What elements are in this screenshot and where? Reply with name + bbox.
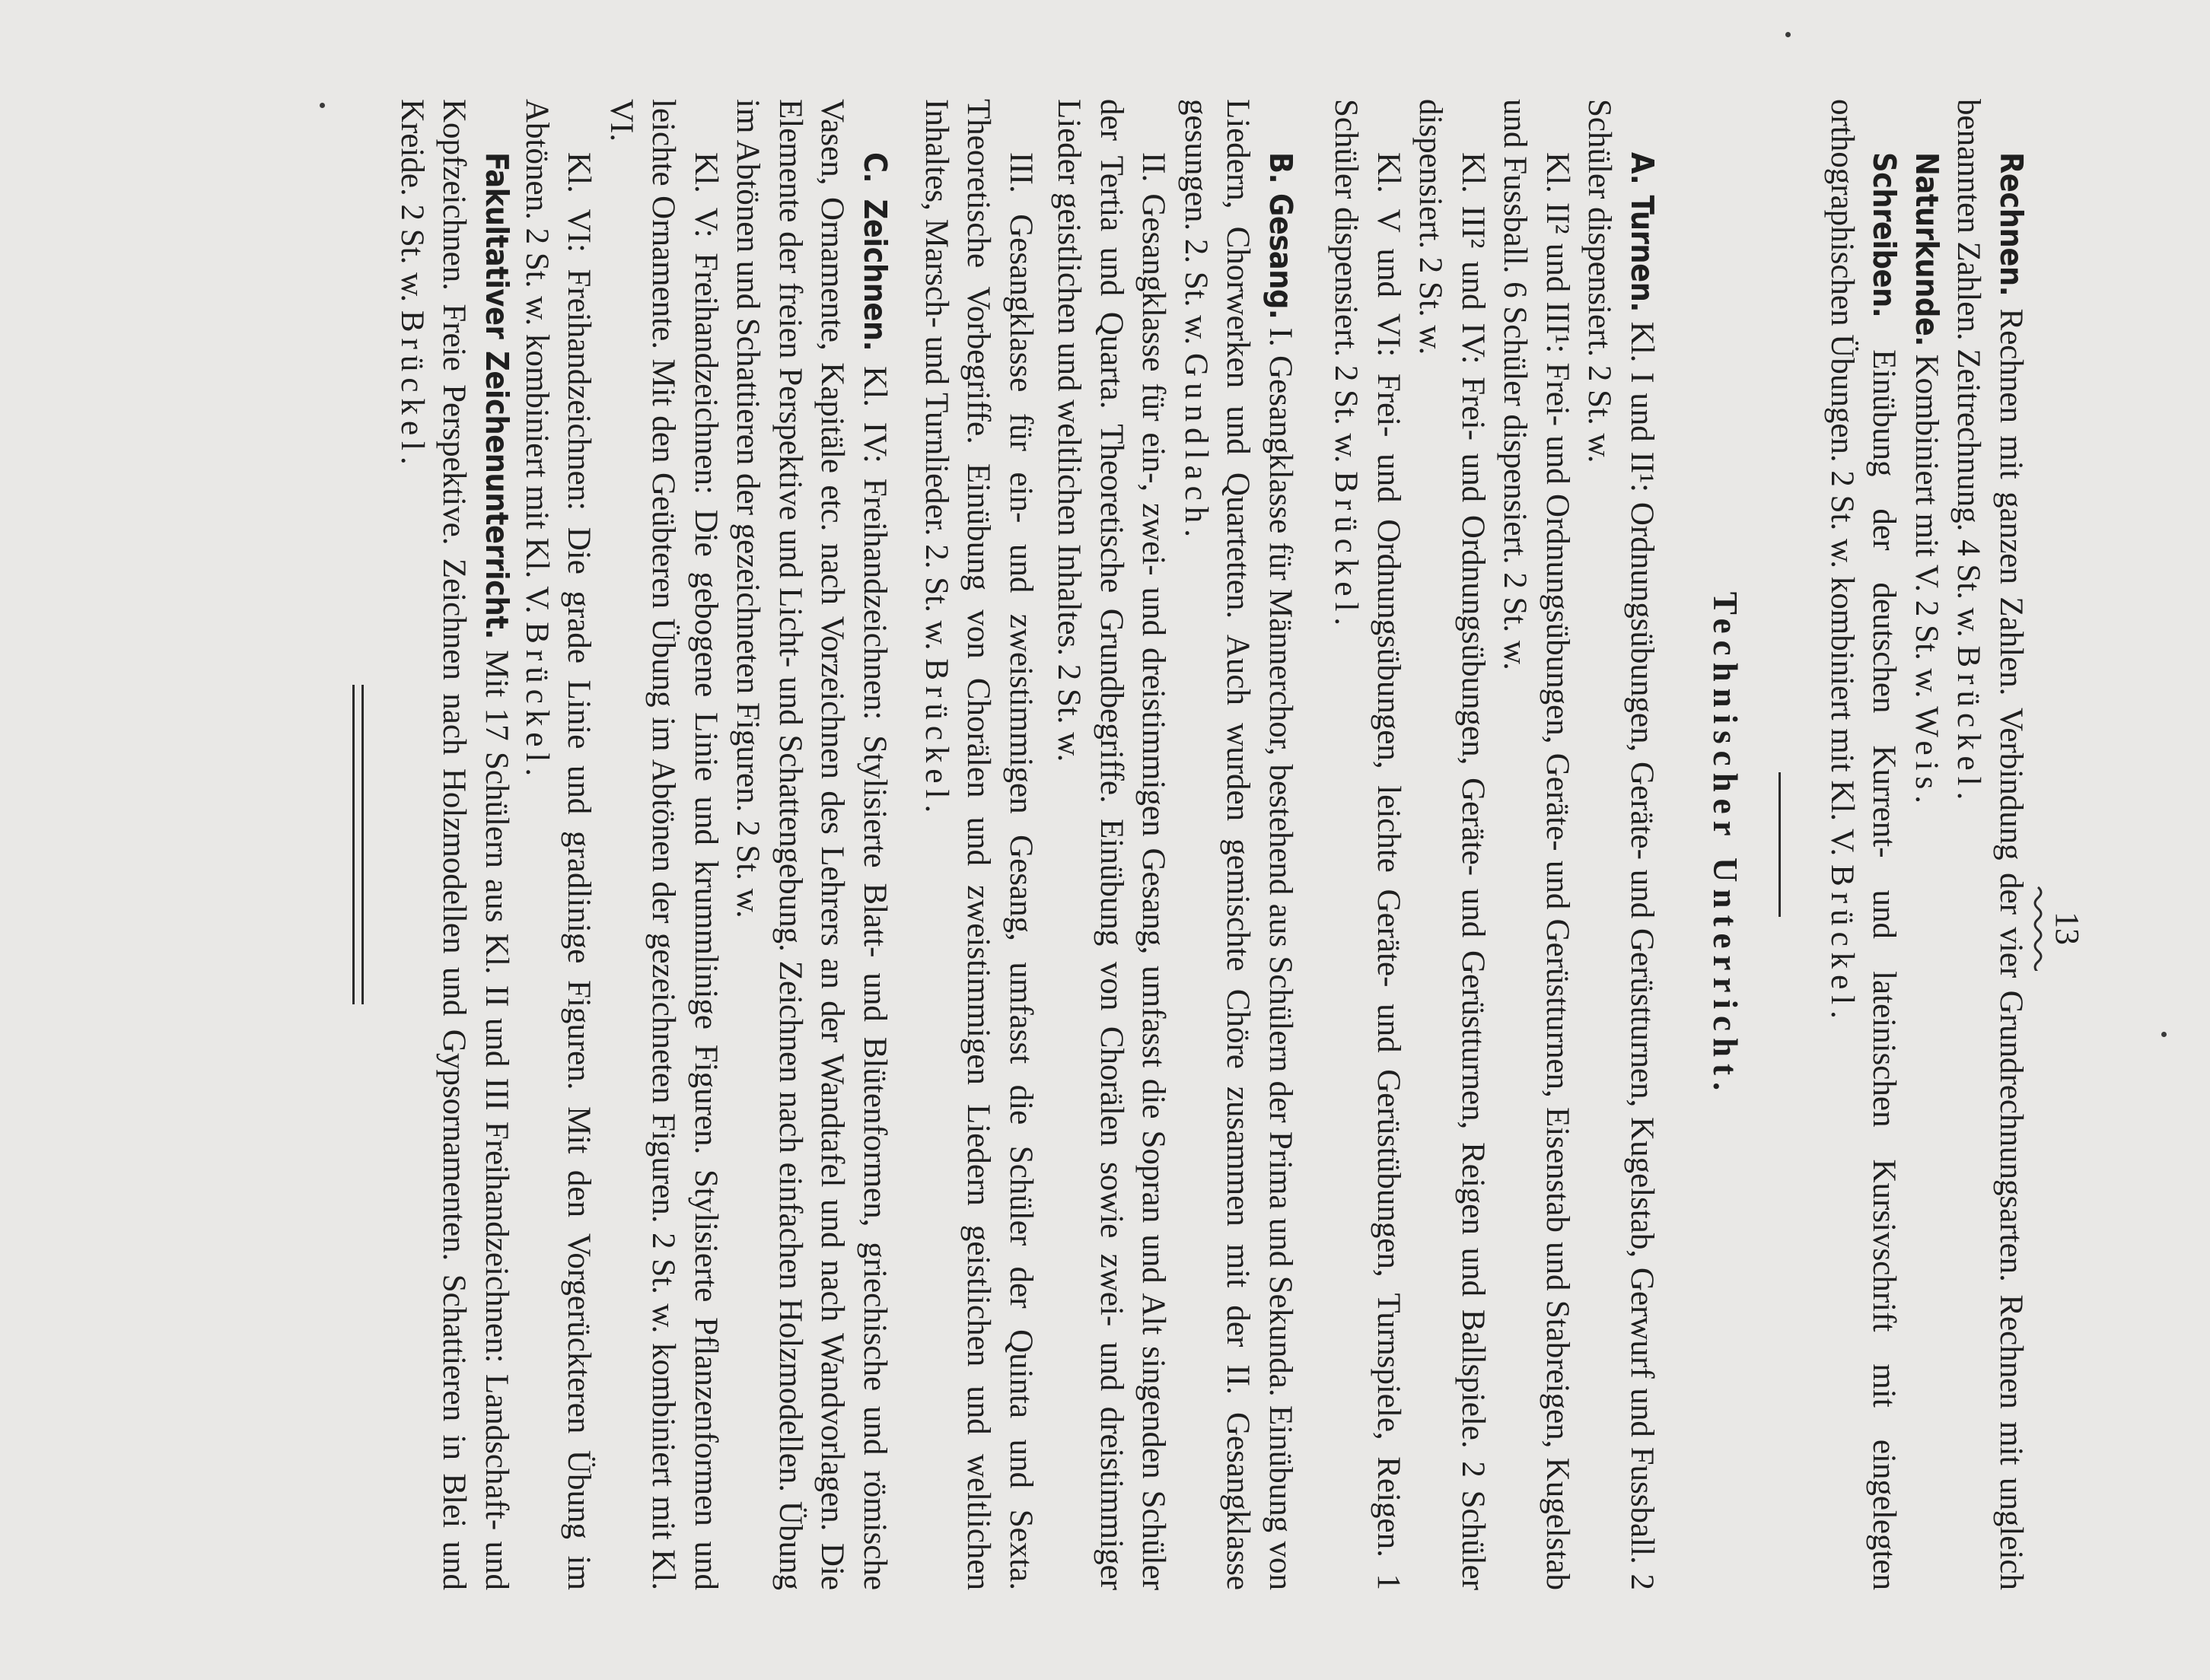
scan-speck	[1785, 32, 1791, 37]
paragraph-text: Kombiniert mit V. 2 St. w.	[1909, 345, 1944, 707]
paragraph-turnen-3: Kl. III² und IV: Frei- und Ordnungsübungen, Geräte- und Gerüstturnen, Reigen und Ballspiele. 2 Schüler dispensiert. 2 St. w.	[1412, 99, 1491, 1590]
closing-double-rule	[352, 685, 364, 1004]
paragraph-zeichnen-2: Kl. V: Freihandzeichnen: Die gebogene Linie und krummlinige Figuren. Stylisierte Pflanzenformen und leichte Ornamente. Mit den Geübteren Übung im Abtönen der gezeichneten Figuren. 2 St. w. kombiniert mit Kl. VI.	[603, 99, 724, 1590]
paragraph-text: III. Gesangklasse für ein- und zweistimmigen Gesang, umfasst die Schüler der Quinta und Sexta. Theoretische Vorbegriffe. Einübung von Chorälen und zweistimmigen Liedern geistlichen und weltlichen Inhaltes, Marsch- und Turnlieder. 2. St. w.	[919, 99, 1039, 1590]
teacher-name: Weis.	[1909, 706, 1944, 810]
teacher-name: Gundlach.	[1178, 353, 1214, 543]
teacher-name: Brückel.	[394, 310, 430, 471]
subject-label: B. Gesang.	[1263, 152, 1299, 320]
subject-label: Naturkunde.	[1909, 152, 1945, 346]
paragraph-turnen-2: Kl. II² und III¹: Frei- und Ordnungsübungen, Geräte- und Gerüstturnen, Eisenstab und Stabreigen, Kugelstab und Fussball. 6 Schüler dispensiert. 2 St. w.	[1497, 99, 1575, 1590]
paragraph-text: Rechnen mit ganzen Zahlen. Verbindung der vier Grundrechnungsarten. Rechnen mit ungleich benannten Zahlen. Zeitrechnung. 4 St. w.	[1950, 99, 2029, 1590]
teacher-name: Brückel.	[1824, 864, 1860, 1025]
subject-label: C. Zeichnen.	[857, 152, 893, 352]
paragraph-gesang-1	[1175, 99, 1302, 1590]
paragraph-zeichnen-3	[516, 99, 600, 1590]
turnen-section	[1325, 99, 1663, 1590]
paragraph-gesang-2: II. Gesangklasse für ein-, zwei- und dreistimmigen Gesang, umfasst die Sopran und Alt singenden Schüler der Tertia und Quarta. Theoretische Grundbegriffe. Einübung von Chorälen sowie zwei- und dreistimmiger Lieder geistlichen und weltlichen Inhaltes. 2 St. w.	[1051, 99, 1172, 1590]
subject-label: Schreiben.	[1866, 152, 1903, 318]
subject-label: A. Turnen.	[1624, 152, 1661, 312]
paragraph-fakultativ	[391, 99, 518, 1590]
paragraph-text: Kl. V und VI: Frei- und Ordnungsübungen, leichte Geräte- und Gerüstübungen, Turnspiele, Reigen. 1 Schüler dispensiert. 2 St. w.	[1328, 99, 1406, 1590]
teacher-name: Brückel.	[1328, 471, 1365, 632]
teacher-name: Brückel.	[1950, 645, 1987, 807]
paragraph-zeichnen-1	[727, 99, 896, 1590]
fakultativ-section	[391, 99, 518, 1590]
paragraph-text: Kl. I und II¹: Ordnungsübungen, Geräte- und Gerüstturnen, Kugelstab, Gerwurf und Fussball. 2 Schüler dispensiert. 2 St. w.	[1581, 99, 1660, 1590]
paragraph-text: Kl. IV: Freihandzeichnen: Stylisierte Blatt- und Blütenformen, griechische und römische Vasen, Ornamente, Kapitäle etc. nach Vorzeichnen des Lehrers an der Wandtafel und nach Wandvorlagen. Die Elemente der freien Perspektive und Licht- und Schattengebung. Zeichnen nach einfachen Holzmodellen. Übung im Abtönen und Schattieren der gezeichneten Figuren. 2 St. w.	[730, 99, 893, 1590]
scan-speck	[2161, 1032, 2167, 1037]
paragraph-text: Einübung der deutschen Kurrent- und lateinischen Kursivschrift mit eingelegten orthographischen Übungen. 2 St. w. kombiniert mit Kl. V.	[1824, 99, 1903, 1590]
gesang-section	[916, 99, 1302, 1590]
scan-speck	[320, 103, 325, 108]
teacher-name: Brückel.	[919, 658, 954, 819]
paragraph-text: Kl. VI: Freihandzeichnen: Die grade Linie und gradlinige Figuren. Mit den Vorgerückteren Übung im Abtönen. 2 St. w. kombiniert mit Kl. V.	[519, 99, 597, 1590]
zeichnen-section	[516, 99, 896, 1590]
page-number: 13	[2049, 912, 2086, 945]
page-number-block	[2030, 875, 2084, 982]
paragraph-gesang-3	[916, 99, 1043, 1590]
document-page	[335, 99, 2086, 1590]
teacher-name: Brückel.	[519, 622, 555, 783]
paragraph-text: I. Gesangklasse für Männerchor, bestehend aus Schülern der Prima und Sekunda. Einübung von Liedern, Chorwerken und Quartetten. Auch wurden gemischte Chöre zusammen mit der II. Gesangklasse gesungen. 2. St. w.	[1178, 99, 1298, 1590]
paragraph-text: Mit 17 Schülern aus Kl. II und III Freihandzeichnen: Landschaft- und Kopfzeichnen. Freie Perspektive. Zeichnen nach Holzmodellen und Gypsornamenten. Schattieren in Blei und Kreide. 2 St. w.	[394, 99, 514, 1590]
paragraph-turnen-4	[1325, 99, 1409, 1590]
subject-label: Rechnen.	[1993, 152, 2030, 297]
heading-rule	[1779, 772, 1781, 917]
paragraph-naturkunde	[1906, 99, 1948, 1590]
paragraph-schreiben	[1821, 99, 1906, 1590]
subject-label: Fakultativer Zeichenunterricht.	[479, 152, 515, 639]
paragraph-turnen-1	[1578, 99, 1663, 1590]
top-section	[1821, 99, 2033, 1590]
wavy-ornament	[2030, 886, 2046, 971]
section-heading-block	[1708, 99, 1781, 1590]
paragraph-rechnen	[1947, 99, 2032, 1590]
section-heading: Technischer Unterricht.	[1706, 591, 1744, 1098]
